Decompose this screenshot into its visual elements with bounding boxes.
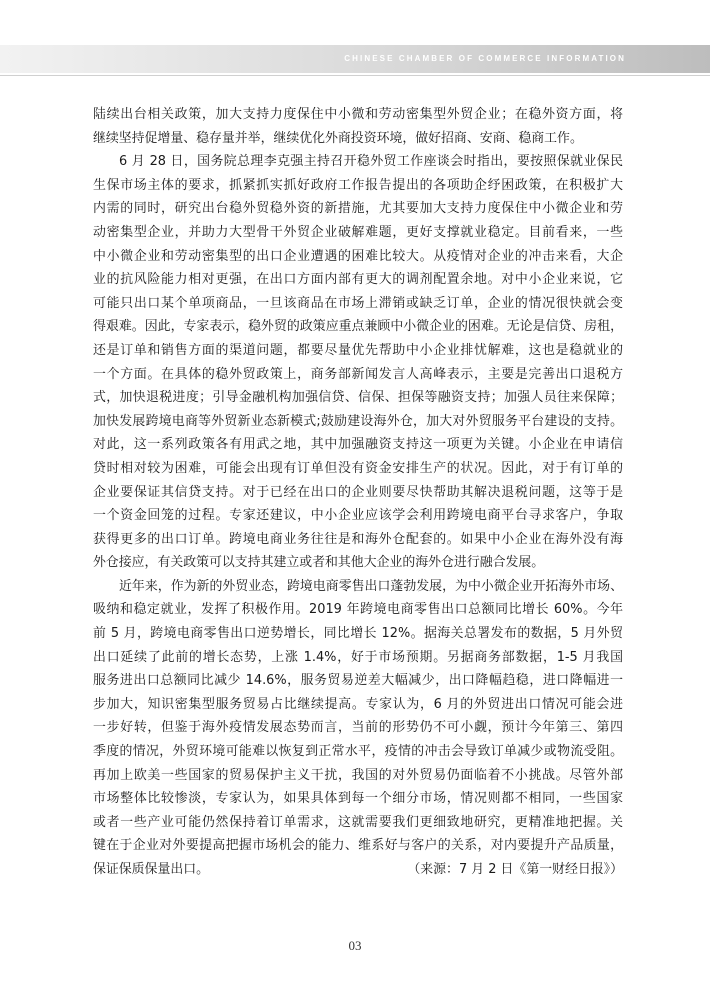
text-line: 一个方面。在具体的稳外贸政策上，商务部新闻发言人高峰表示，主要是完善出口退税方 [93,366,623,382]
paragraph [93,575,623,858]
text-line: 一个资金回笼的过程。专家还建议，中小企业应该学会利用跨境电商平台寻求客户，争取 [93,508,623,524]
article-body [93,103,623,882]
text-line: 出口延续了此前的增长态势，上涨 1.4%，好于市场预期。另据商务部数据，1-5 月我国 [93,649,623,665]
text-line: 一步好转，但鉴于海外疫情发展态势而言，当前的形势仍不可小觑，预计今年第三、第四 [93,720,623,736]
text-line: 市场整体比较惨淡，专家认为，如果具体到每一个细分市场，情况则都不相同，一些国家 [93,791,623,807]
text-line: 企业要保证其信贷支持。对于已经在出口的企业则要尽快帮助其解决退税问题，这等于是 [93,484,623,500]
text-line: 6 月 28 日，国务院总理李克强主持召开稳外贸工作座谈会时指出，要按照保就业保民 [119,154,623,170]
text-line: 中小微企业和劳动密集型的出口企业遭遇的困难比较大。从疫情对企业的冲击来看，大企 [93,248,623,264]
text-line: 吸纳和稳定就业，发挥了积极作用。2019 年跨境电商零售出口总额同比增长 60%。今年 [93,602,623,618]
text-line: 季度的情况，外贸环境可能难以恢复到正常水平，疫情的冲击会导致订单减少或物流受阻。 [93,744,623,760]
header-divider [0,75,710,76]
text-line: 还是订单和销售方面的渠道问题，都要尽量优先帮助中小企业排忧解难，这也是稳就业的 [93,342,623,358]
text-line: 外仓接应，有关政策可以支持其建立或者和其他大企业的海外仓进行融合发展。 [93,555,545,571]
page-number: 03 [348,938,362,953]
text-line: 内需的同时，研究出台稳外贸稳外资的新措施，尤其要加大支持力度保住中小微企业和劳 [93,201,623,217]
text-line: 步加大，知识密集型服务贸易占比继续提高。专家认为，6 月的外贸进出口情况可能会进 [93,696,623,712]
text-line: 近年来，作为新的外贸业态，跨境电商零售出口蓬勃发展，为中小微企业开拓海外市场、 [119,578,623,594]
text-line: 服务进出口总额同比减少 14.6%，服务贸易逆差大幅减少，出口降幅趋稳，进口降幅进一 [93,673,623,689]
text-line: 键在于企业对外要提高把握市场机会的能力、维系好与客户的关系，对内要提升产品质量， [93,838,623,854]
paragraph [93,103,623,150]
text-line: 继续坚持促增量、稳存量并举，继续优化外商投资环境，做好招商、安商、稳商工作。 [93,130,583,146]
closing-line [93,858,623,882]
text-line: 业的抗风险能力相对更强，在出口方面内部有更大的调剂配置余地。对中小企业来说，它 [93,272,623,288]
closing-text: 保证保质保量出口。 [93,862,210,877]
text-line: 生保市场主体的要求，抓紧抓实抓好政府工作报告提出的各项助企纾困政策，在积极扩大 [93,177,623,193]
header-band [0,45,710,73]
text-line: 再加上欧美一些国家的贸易保护主义干扰，我国的对外贸易仍面临着不小挑战。尽管外部 [93,767,623,783]
text-line: 对此，这一系列政策各有用武之地，其中加强融资支持这一项更为关键。小企业在申请信 [93,437,623,453]
paragraph [93,150,623,575]
text-line: 动密集型企业，并助力大型骨干外贸企业破解难题，更好支撑就业稳定。目前看来，一些 [93,224,623,240]
text-line: 加快发展跨境电商等外贸新业态新模式;鼓励建设海外仓，加大对外贸服务平台建设的支持。 [93,413,623,429]
header-title: CHINESE CHAMBER OF COMMERCE INFORMATION [344,54,626,63]
text-line: 陆续出台相关政策，加大支持力度保住中小微和劳动密集型外贸企业；在稳外资方面，将 [93,107,623,122]
text-line: 或者一些产业可能仍然保持着订单需求，这就需要我们更细致地研究，更精准地把握。关 [93,814,623,830]
source-citation: （来源：7 月 2 日《第一财经日报》） [407,862,623,877]
text-line: 得艰难。因此，专家表示，稳外贸的政策应重点兼顾中小微企业的困难。无论是信贷、房租， [93,319,623,335]
text-line: 可能只出口某个单项商品，一旦该商品在市场上滞销或缺乏订单，企业的情况很快就会变 [93,295,623,311]
text-line: 前 5 月，跨境电商零售出口逆势增长，同比增长 12%。据海关总署发布的数据，5 月外贸 [93,626,623,642]
text-line: 获得更多的出口订单。跨境电商业务往往是和海外仓配套的。如果中小企业在海外没有海 [93,531,623,547]
text-line: 式，加快退税进度；引导金融机构加强信贷、信保、担保等融资支持；加强人员往来保障； [93,390,623,406]
text-line: 贷时相对较为困难，可能会出现有订单但没有资金安排生产的状况。因此，对于有订单的 [93,460,623,476]
